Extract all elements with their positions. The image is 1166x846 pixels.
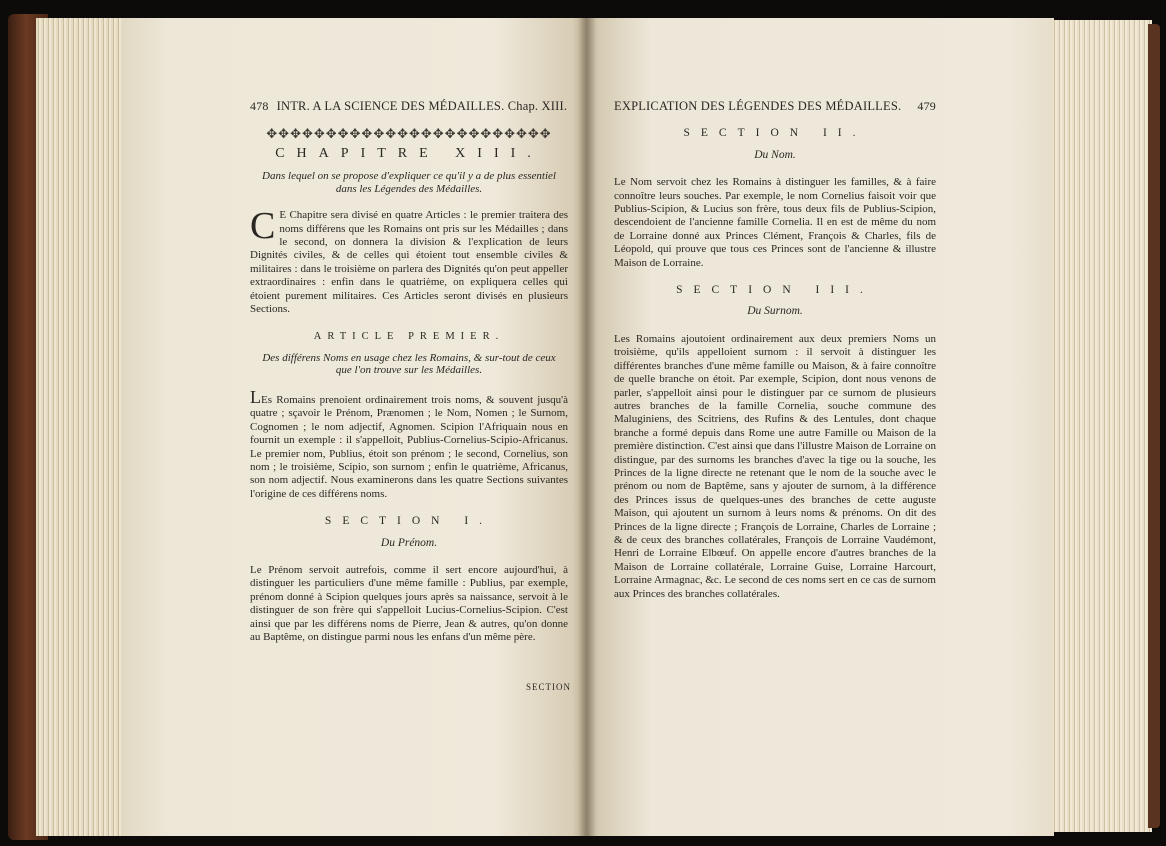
chapter-intro-text: E Chapitre sera divisé en quatre Articles : le premier traitera des noms différens que les Romains ont pris sur les Médailles ; dans le second, on donnera la division & l'explication de leurs Dignités civiles, & de celles qui étoient tout ensemble civiles & militaires : dans le troisième on parlera des Dignités qu'on peut appeller extraordinaires : enfin dans le quatrième, on expliquera celles qui étoient purement militaires. Ces Articles seront divisés en plusieurs Sections. [250, 209, 568, 316]
ornament-band: ✥✥✥✥✥✥✥✥✥✥✥✥✥✥✥✥✥✥✥✥✥✥✥✥ [266, 127, 552, 141]
article-paragraph-text: Es Romains prenoient ordinairement trois noms, & souvent jusqu'à quatre ; sçavoir le Prénom, Prænomen ; le Nom, Nomen ; le Surnom, Cognomen ; le nom adjectif, Agnomen. Scipion l'Afriquain nous en fournit un exemple : il s'appelloit, Publius-Cornelius-Scipio-Africanus. Le premier nom, Publius, étoit son prénom ; le second, Cornelius, son nom ; le troisième, Scipio, son surnom ; enfin le quatrième, Africanus, son nom adjectif. Nous examinerons dans les quatre Sections suivantes l'origine de ces différens noms. [250, 393, 568, 500]
section-3-heading: SECTION III. [676, 284, 874, 297]
section-1-text: Le Prénom servoit autrefois, comme il sert encore aujourd'hui, à distinguer les particuliers d'une même famille : Publius, par exemple, prénom donné à Scipion quelques jours après sa naissance, servoit à le distinguer de son frère qui s'appelloit Lucius-Cornelius-Scipion. C'est ainsi que par les différens noms de Pierre, Jean & autres, qu'on donne au Baptême, on distingue parmi nous les enfans d'un même père. [250, 563, 568, 643]
section-2-subtitle: Du Nom. [754, 148, 796, 161]
left-running-title: INTR. A LA SCIENCE DES MÉDAILLES. Chap. XIII. [276, 99, 568, 113]
chapter-subtitle: Dans lequel on se propose d'expliquer ce qu'il y a de plus essentiel dans les Légendes des Médailles. [262, 170, 556, 195]
section-2-text: Le Nom servoit chez les Romains à distinguer les familles, & à faire connoître leurs souches. Par exemple, le nom Cornelius faisoit voir que Publius-Scipion, & Lucius son frère, tous deux fils de Publius-Scipion, descendoient de l'ancienne famille Cornelia. Il en est de même du nom de Lorraine donné aux Princes Clément, François & Charles, fils de Léopold, qui prouve que tous ces Princes sont de l'ancienne & illustre Maison de Lorraine. [614, 176, 936, 269]
page-edges-left [36, 18, 128, 836]
book-gutter [578, 18, 596, 836]
initial-capital: L [250, 386, 261, 407]
left-page-number: 478 [250, 99, 269, 113]
chapter-title: CHAPITRE XIII. [275, 145, 543, 161]
article-paragraph [250, 386, 568, 501]
right-page-number: 479 [917, 99, 936, 113]
catchword: SECTION [526, 682, 571, 692]
section-1-subtitle: Du Prénom. [380, 536, 438, 549]
left-running-head [250, 100, 568, 113]
section-2-heading: SECTION II. [683, 127, 867, 140]
section-3-subtitle: Du Surnom. [747, 305, 803, 318]
article-heading: ARTICLE PREMIER. [313, 331, 505, 343]
right-running-head [614, 100, 936, 113]
drop-cap: C [250, 205, 276, 248]
right-running-title: EXPLICATION DES LÉGENDES DES MÉDAILLES. [614, 99, 902, 113]
left-page-content [250, 100, 568, 652]
book-cover-right [1148, 24, 1160, 828]
article-subtitle: Des différens Noms en usage chez les Romains, & sur-tout de ceux que l'on trouve sur les Médailles. [262, 351, 556, 377]
page-edges-right [1052, 20, 1152, 832]
section-3-text: Les Romains ajoutoient ordinairement aux deux premiers Noms un troisième, qu'ils appelloient surnom : il servoit à distinguer les différentes branches d'une même famille ou Maison, & à faire connoître de quelle branche on étoit. Par exemple, Scipion, dont nous venons de parler, s'appelloit ainsi pour le distinguer par ce surnom de plusieurs autres branches de la famille Cornelia, souche commune des Maluginiens, des Scitriens, des Rufins & des Lentules, dont chaque branche a formé depuis dans Rome une autre Famille ou Maison de la première distinction. C'est ainsi que dans l'illustre Maison de Lorraine on distingue, par des surnoms les branches d'avec la tige ou la souche, les Princes de la ligne directe ne retenant que le nom de la souche avec le prénom ou nom de Baptême, sans y ajouter de surnom, à la différence des Princes issus de quelques-unes des branches de cette auguste Maison, qui ajoutent un surnom à leurs noms & prénoms. On dit des Princes de la ligne directe ; François de Lorraine, Charles de Lorraine ; & de ceux des branches collatérales, François de Lorraine Vaudémont, Henri de Lorraine Elbœuf. On appelle encore d'autres branches de la Maison de Lorraine collatérale, Lorraine Guise, Lorraine Harcourt, Lorraine Armagnac, &c. Le second de ces noms sert en ce cas de surnom aux Princes des branches collatérales. [614, 332, 936, 600]
section-1-heading: SECTION I. [324, 515, 494, 528]
right-page-content [614, 100, 936, 609]
chapter-intro [250, 205, 568, 316]
